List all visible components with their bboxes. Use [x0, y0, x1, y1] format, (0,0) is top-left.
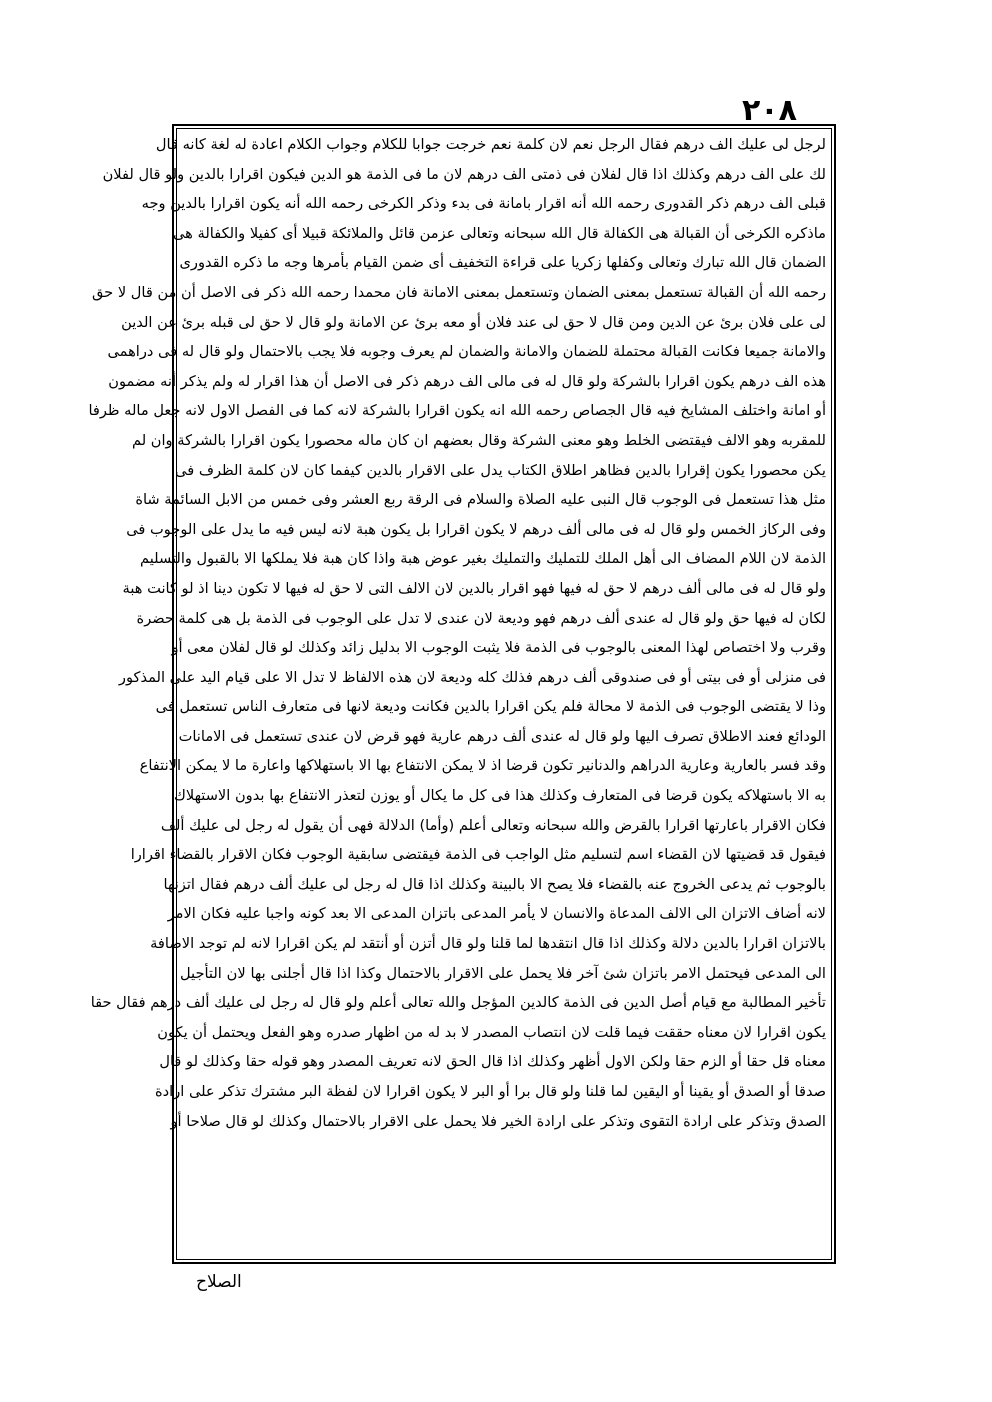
text-line: تأخير المطالبة مع قيام أصل الدين فى الذمة كالدين المؤجل والله تعالى أعلم ولو قال له رجل لى عليك ألف درهم فقال حقا [90, 994, 826, 1012]
text-line: قبلى الف درهم ذكر القدورى رحمه الله أنه اقرار بامانة فى بدء وذكر الكرخى رحمه الله أنه يكون اقرارا بالدين وجه [141, 195, 826, 213]
text-line: لانه أضاف الاتزان الى الالف المدعاة والانسان لا يأمر المدعى باتزان المدعى الا بعد كونه واجبا عليه فكان الامر [167, 905, 826, 923]
text-line: ولو قال له فى مالى ألف درهم لا حق له فيها فهو اقرار بالدين لان الالف التى لا حق له فيها لا تكون دينا اذ لو كانت هبة [122, 579, 826, 597]
text-line: فيقول قد قضيتها لان القضاء اسم لتسليم مثل الواجب فى الذمة فيقتضى سابقية الوجوب فكان الاقرار بالقضاء اقرارا [130, 846, 826, 864]
text-line: لى على فلان برئ عن الدين ومن قال لا حق لى عند فلان أو معه برئ عن الامانة ولو قال لا حق لى قبله برئ عن الدين [121, 313, 826, 331]
text-line: والامانة جميعا فكانت القبالة محتملة للضمان والامانة والضمان لم يعرف وجوبه فلا يجب بالاحتمال ولو قال له فى دراهمى [107, 343, 826, 361]
text-line: الضمان قال الله تبارك وتعالى وكفلها زكريا على قراءة التخفيف أى ضمن القيام بأمرها وجه ما ذكره القدورى [179, 254, 826, 272]
text-line: فكان الاقرار باعارتها اقرارا بالقرض والله سبحانه وتعالى أعلم (وأما) الدلالة فهى أن يقول له رجل لى عليك ألف [160, 816, 826, 834]
text-line: وقرب ولا اختصاص لهذا المعنى بالوجوب فى الذمة فلا يثبت الوجوب الا بدليل زائد وكذلك لو قال لفلان معى أو [171, 639, 826, 657]
text-line: لك على الف درهم وكذلك اذا قال لفلان فى ذمتى الف درهم لان ما فى الذمة هو الدين فيكون اقرارا بالدين ولو قال لفلان [102, 165, 826, 183]
text-line: به الا باستهلاكه يكون قرضا فى المتعارف وكذلك هذا فى كل ما يكال أو يوزن لتعذر الانتفاع بها بدون الاستهلاك [173, 787, 826, 805]
text-line: يكن محصورا يكون إقرارا بالدين فظاهر اطلاق الكتاب يدل على الاقرار بالدين كيفما كان لان كلمة الظرف فى [175, 461, 826, 479]
text-line: وقد فسر بالعارية وعارية الدراهم والدنانير تكون قرضا اذ لا يمكن الانتفاع بها الا باستهلاكها واعارة ما لا يمكن الانتفاع [139, 757, 826, 775]
text-line: وذا لا يقتضى الوجوب فى الذمة لا محالة فلم يكن اقرارا بالدين فكانت وديعة لانها فى متعارف الناس تستعمل فى [155, 698, 826, 716]
text-body [88, 130, 826, 1254]
catchword: الصلاح [196, 1272, 242, 1292]
text-line: صدقا أو الصدق أو يقينا أو اليقين لما قلنا ولو قال برا أو البر لا يكون اقرارا لان لفظة البر مشترك تذكر على ارادة [155, 1083, 826, 1100]
text-line: لكان له فيها حق ولو قال له عندى ألف درهم فهو وديعة لان عندى لا تدل على الوجوب فى الذمة بل هى كلمة حضرة [136, 609, 826, 627]
text-line: بالوجوب ثم يدعى الخروج عنه بالقضاء فلا يصح الا بالبينة وكذلك اذا قال له رجل لى عليك ألف درهم فقال اتزنها [163, 875, 826, 893]
text-line: معناه قل حقا أو الزم حقا ولكن الاول أظهر وكذلك اذا قال الحق لانه تعريف المصدر وهو قوله حقا وكذلك لو قال [159, 1053, 826, 1071]
text-line: هذه الف درهم يكون اقرارا بالشركة ولو قال له فى مالى الف درهم ذكر فى الاصل أن هذا اقرار له ولم يذكر أنه مضمون [108, 372, 826, 390]
text-line: أو امانة واختلف المشايخ فيه قال الجصاص رحمه الله انه يكون اقرارا بالشركة لانه كما فى الفصل الاول لانه جعل ماله ظرفا [88, 402, 826, 420]
page-number: ٢٠٨ [742, 93, 797, 128]
text-line: ماذكره الكرخى أن القبالة هى الكفالة قال الله سبحانه وتعالى عزمن قائل والملائكة قبيلا أى كفيلا والكفالة هى [173, 224, 826, 242]
text-line: للمقربه وهو الالف فيقتضى الخلط وهو معنى الشركة وقال بعضهم ان كان ماله محصورا يكون اقرارا بالشركة وان لم [131, 431, 826, 449]
text-line: الودائع فعند الاطلاق تصرف اليها ولو قال له عندى ألف درهم عارية فهو قرض لان عندى تستعمل فى الامانات [178, 727, 826, 745]
text-line: لرجل لى عليك الف درهم فقال الرجل نعم لان كلمة نعم خرجت جوابا للكلام وجواب الكلام اعادة له لغة كانه قال [155, 136, 826, 153]
text-line: رحمه الله أن القبالة تستعمل بمعنى الضمان وتستعمل بمعنى الامانة فان محمدا رحمه الله ذكر فى الاصل أن من قال لا حق [92, 283, 826, 301]
text-line: بالاتزان اقرارا بالدين دلالة وكذلك اذا قال انتقدها لما قلنا ولو قال أتزن أو أنتقد لم يكن اقرارا لانه لم توجد الاضافة [150, 935, 826, 953]
text-line: يكون اقرارا لان معناه حققت فيما قلت لان انتصاب المصدر لا بد له من اظهار صدره وهو الفعل ويحتمل أن يكون [157, 1023, 826, 1041]
text-line: الذمة لان اللام المضاف الى أهل الملك للتمليك والتمليك بغير عوض هبة واذا كان هبة فلا يملكها الا بالقبول والتسليم [140, 550, 826, 568]
text-line: فى منزلى أو فى بيتى أو فى صندوقى ألف درهم فذلك كله وديعة لان هذه الالفاظ لا تدل الا على قيام اليد على المذكور [118, 668, 826, 686]
text-line: الى المدعى فيحتمل الامر باتزان شئ آخر فلا يحمل على الاقرار بالاحتمال وكذا اذا قال أجلنى بها لان التأجيل [180, 964, 826, 982]
text-line: وفى الركاز الخمس ولو قال له فى مالى ألف درهم لا يكون اقرارا بل يكون هبة لانه ليس فيه ما يدل على الوجوب فى [126, 520, 826, 538]
text-line: الصدق وتذكر على ارادة التقوى وتذكر على ارادة الخير فلا يحمل على الاقرار بالاحتمال وكذلك لو قال صلاحا أو [170, 1112, 826, 1130]
text-line: مثل هذا تستعمل فى الوجوب قال النبى عليه الصلاة والسلام فى الرقة ربع العشر وفى خمس من الابل السائمة شاة [135, 491, 826, 509]
